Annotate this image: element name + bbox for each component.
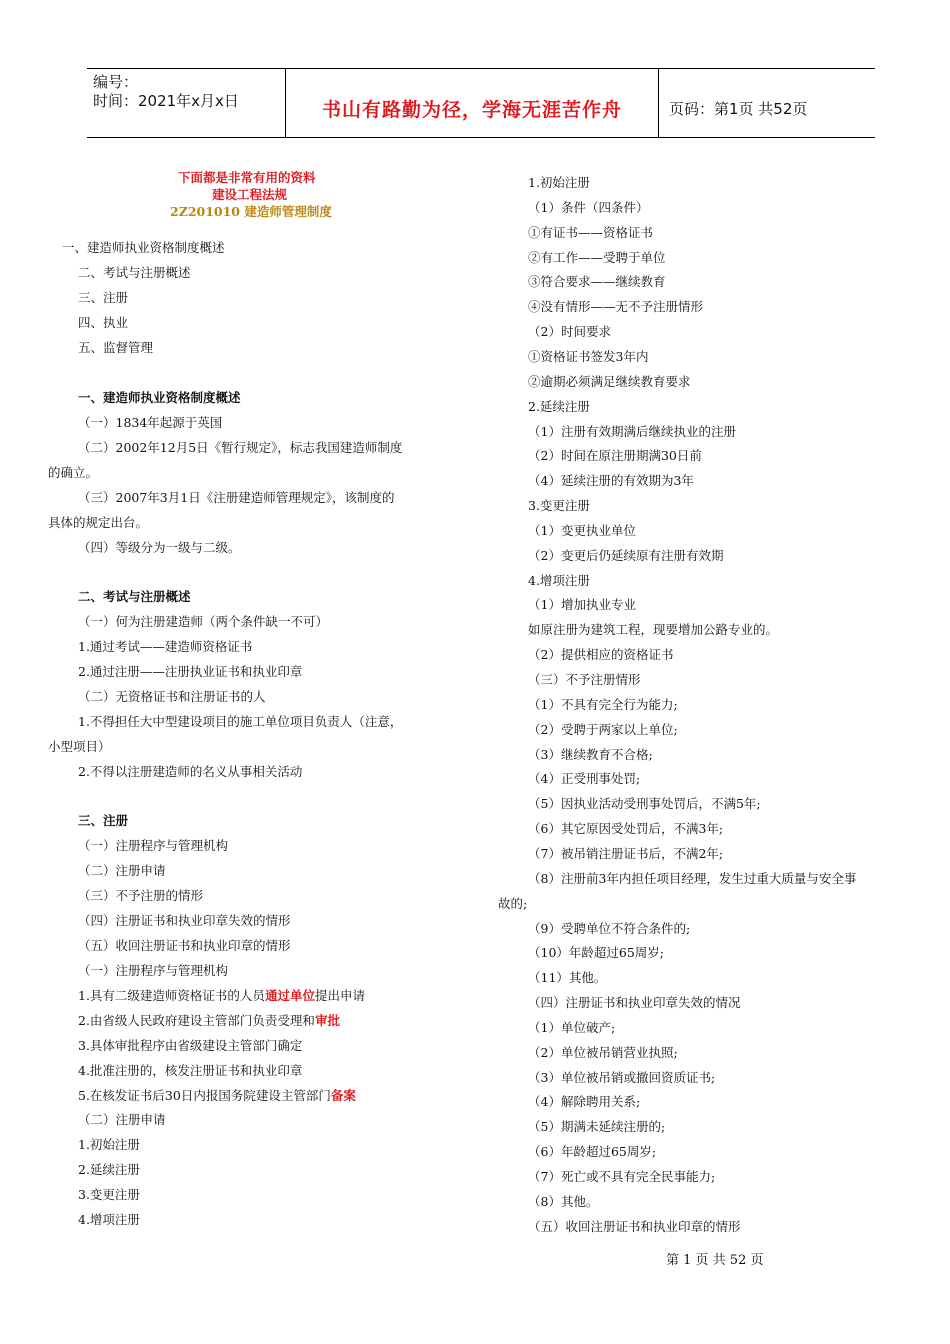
text-line-emph: 2.由省级人民政府建设主管部门负责受理和审批 [78,1013,340,1028]
doc-number: 编号： [93,73,139,91]
text-line: （二）注册申请 [78,1112,166,1127]
section-heading: 三、注册 [78,813,129,828]
text-line: 具体的规定出台。 [48,515,149,530]
text-line: （二）无资格证书和注册证书的人 [78,689,266,704]
text-line: （6）其它原因受处罚后，不满3年; [528,821,724,837]
text-line: （2）时间要求 [528,324,611,340]
text-line: （11）其他。 [528,970,607,986]
text-line: （8）注册前3年内担任项目经理，发生过重大质量与安全事 [528,870,857,886]
text-line: 3.变更注册 [78,1187,140,1202]
text-line: （2）提供相应的资格证书 [528,647,674,663]
text-line: （1）注册有效期满后继续执业的注册 [528,423,736,439]
text-line: （2）变更后仍延续原有注册有效期 [528,547,724,563]
text-line: （1）增加执业专业 [528,597,636,613]
toc-item: 五、监督管理 [78,340,154,355]
text-line: ②有工作——受聘于单位 [528,249,666,265]
text-line: 1.不得担任大中型建设项目的施工单位项目负责人（注意， [78,714,403,729]
section-heading: 一、建造师执业资格制度概述 [78,390,241,405]
text-line: （4）正受刑事处罚; [528,771,641,787]
text-line: ①有证书——资格证书 [528,224,654,240]
toc-item: 三、注册 [78,290,129,305]
text-line: （2）单位被吊销营业执照; [528,1044,678,1060]
doc-time: 时间：2021年x月x日 [93,92,239,110]
text-line: 小型项目） [48,739,111,754]
text-line: （四）等级分为一级与二级。 [78,540,241,555]
text-line: （三）2007年3月1日《注册建造师管理规定》，该制度的 [78,490,395,505]
text-line: ②逾期必须满足继续教育要求 [528,373,691,389]
section-heading: 二、考试与注册概述 [78,589,191,604]
header-motto: 书山有路勤为径，学海无涯苦作舟 [321,98,622,121]
text-line: （三）不予注册的情形 [78,888,204,903]
text-line: 4.增项注册 [528,572,590,588]
toc-item: 四、执业 [78,315,129,330]
text-line: （2）时间在原注册期满30日前 [528,448,702,464]
text-line: （7）被吊销注册证书后，不满2年; [528,845,724,861]
text-line: 1.初始注册 [528,175,590,190]
text-line: （3）单位被吊销或撤回资质证书; [528,1069,716,1085]
text-line: （一）注册程序与管理机构 [78,963,229,978]
text-line: 的确立。 [48,465,99,480]
text-line: 2.延续注册 [528,398,590,414]
text-line: （一）何为注册建造师（两个条件缺一不可） [78,614,329,629]
text-line: （6）年龄超过65周岁; [528,1144,657,1160]
text-line: （1）变更执业单位 [528,522,636,538]
text-line: （二）注册申请 [78,863,166,878]
text-line: （五）收回注册证书和执业印章的情形 [528,1218,741,1234]
toc-item: 二、考试与注册概述 [78,265,191,280]
text-line: 2.不得以注册建造师的名义从事相关活动 [78,764,303,779]
text-line: 2.延续注册 [78,1162,140,1177]
text-line: （一）注册程序与管理机构 [78,838,229,853]
text-line: （二）2002年12月5日《暂行规定》，标志我国建造师制度 [78,440,403,455]
doc-title-2: 建设工程法规 [212,187,288,202]
doc-title-3: 2Z201010 建造师管理制度 [170,204,332,219]
text-line: ①资格证书签发3年内 [528,348,649,364]
text-line: ④没有情形——无不予注册情形 [528,299,704,315]
text-line: （四）注册证书和执业印章失效的情况 [528,995,741,1011]
text-line: （9）受聘单位不符合条件的; [528,920,691,936]
text-line: （4）解除聘用关系; [528,1094,641,1110]
text-line: （10）年龄超过65周岁; [528,945,665,961]
text-line: （8）其他。 [528,1193,599,1209]
text-line: （5）因执业活动受刑事处罚后，不满5年; [528,796,761,812]
text-line: （1）单位破产; [528,1019,616,1035]
text-line: 3.具体审批程序由省级建设主管部门确定 [78,1038,303,1053]
text-line: （1）不具有完全行为能力; [528,696,678,712]
text-line-emph: 5.在核发证书后30日内报国务院建设主管部门备案 [78,1088,356,1103]
header-page-info: 页码：第1页 共52页 [669,99,808,118]
text-line: （4）延续注册的有效期为3年 [528,473,694,489]
page-footer: 第 1 页 共 52 页 [666,1253,764,1268]
text-line: 4.批准注册的，核发注册证书和执业印章 [78,1063,303,1078]
text-line: （3）继续教育不合格; [528,746,653,762]
text-line: （7）死亡或不具有完全民事能力; [528,1169,716,1184]
text-line: 1.初始注册 [78,1137,140,1152]
text-line: （一）1834年起源于英国 [78,415,223,430]
doc-title-1: 下面都是非常有用的资料 [178,170,316,185]
text-line: （1）条件（四条件） [528,199,649,215]
text-line: （五）收回注册证书和执业印章的情形 [78,938,291,953]
text-line-emph: 1.具有二级建造师资格证书的人员通过单位提出申请 [78,988,365,1003]
text-line: （2）受聘于两家以上单位; [528,721,678,737]
text-line: 4.增项注册 [78,1212,140,1227]
text-line: （三）不予注册情形 [528,672,641,687]
toc-item: 一、建造师执业资格制度概述 [62,240,225,255]
text-line: 3.变更注册 [528,498,590,514]
text-line: （5）期满未延续注册的; [528,1119,666,1135]
text-line: 1.通过考试——建造师资格证书 [78,639,253,654]
text-line: （四）注册证书和执业印章失效的情形 [78,913,291,928]
text-line: ③符合要求——继续教育 [528,274,666,290]
text-line: 2.通过注册——注册执业证书和执业印章 [78,664,303,679]
text-line: 如原注册为建筑工程，现要增加公路专业的。 [528,622,779,638]
text-line: 故的; [498,895,528,911]
